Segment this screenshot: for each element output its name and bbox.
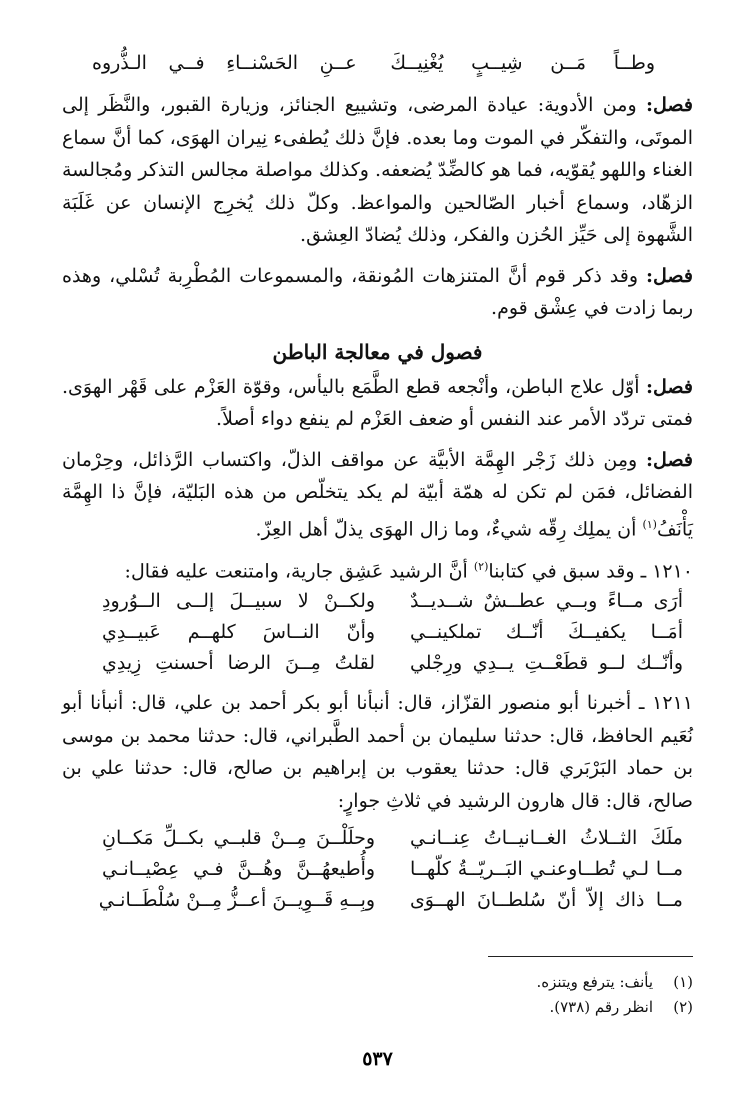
section-label: فصل: [646,264,693,287]
poem-verse [102,590,683,621]
verse-hemistich-right: مــا ذاك إلاّ أنّ سُلطــانَ الهــوَى [409,889,683,912]
paragraph-1211: ١٢١١ ـ أخبرنا أبو منصور القزّاز، قال: أنبأنا أبو بكر أحمد بن علي، قال: أنبأنا أبو نُعَيم الحافظ، قال: حدثنا سليمان بن أحمد الطَّبراني، قال: حدثنا محمد بن موسى بن حماد البَرْبَري قال: حدثنا يعقوب بن إبراهيم بن صالح، قال: حدثنا علي بن صالح، قال: قال هارون الرشيد في ثلاثِ جوارٍ: [62,692,693,812]
poem-rashid-1 [62,590,693,683]
paragraph-text: أوّل علاج الباطن، وأنْجعه قطع الطَّمَع باليأس، وقوّة العَزْم على قَهْر الهوَى. فمتى تردّد الأمر عند النفس أو ضعف العَزْم لم ينفع دواء أصلاً. [62,375,693,430]
verse-hemistich-left: وحلَلْــنَ مِــنْ قلبــي بكــلِّ مَكــانِ [102,827,376,850]
poem-verse [98,889,683,920]
footnote-number: (٢) [673,998,693,1017]
paragraph-high-resolve [62,444,693,546]
verse-hemistich-right: ملَكَ الثــلاثُ الغــانيــاتُ عِنــانـي [409,827,683,850]
verse-hemistich-right: مــا لـي تُطــاوعنـي البَــريّــةُ كلّهــا [409,858,683,881]
paragraph-1210 [62,551,693,588]
paragraph-text: وقد ذكر قوم أنَّ المتنزهات المُونقة، والمسموعات المُطْرِبة تُسْلي، وهذه ربما زادت في عِشْق قوم. [62,264,693,319]
verse-hemistich-left: وبِــهِ قَــوِيــنَ أعــزُّ مِــنْ سُلْطَــانـي [98,889,376,912]
section-label: فصل: [646,375,693,398]
footnote-divider [488,956,693,957]
section-label: فصل: [646,94,693,116]
paragraph-remedies [62,89,693,252]
footnote-text: انظر رقم (٧٣٨). [549,998,653,1017]
paragraph-text: أنَّ الرشيد عَشِق جارية، وامتنعت عليه فقال: [124,560,474,583]
footnote [62,996,693,1019]
section-heading: فصول في معالجة الباطن [272,339,483,364]
page-number: ٥٣٧ [362,1049,393,1070]
verse-hemistich-left: عــنِ الحَسْنــاءِ فــي الـذُّروه [92,52,357,74]
top-verse [62,52,693,85]
verse-hemistich-right: أمَــا يكفيــكَ أنّــك تملكينــي [409,621,683,644]
footnote-ref[interactable]: (٢) [473,560,489,574]
paragraph-text: ومن الأدوية: عيادة المرضى، وتشييع الجنائز، وزيارة القبور، والنَّظَر إلى الموتَى، والتفكّر في الموت وما بعده. فإنَّ ذلك يُطفىء نِيران الهوَى، كما أنَّ سماع الغناء واللهو يُقوّيه، فما هو كالضِّدّ يُضعفه. وكذلك مواصلة مجالس التذكر ومُجالسة الزهّاد، وسماع أخبار الصّالحين والمواعظ. وكلّ ذلك يُخرِج الإنسان عن غَلَبَة الشَّهوة إلى حَيِّز الحُزن والفكر، وذلك يُضادّ العِشق. [62,94,693,246]
verse-hemistich-left: ولكــنْ لا سبيــلَ إلــى الــوُرودِ [102,590,376,613]
verse-hemistich-right: وأنّــك لــو قطَعْــتِ يــدِي ورِجْلي [409,652,683,675]
verse-hemistich-right: وطــاً مَــن شِيــبٍ يُغْنِيــكَ [390,52,655,74]
paragraph-text: وقد سبق في كتابنا [488,560,635,583]
footnote-text: يأنف: يترفع ويتنزه. [536,973,653,992]
verse-hemistich-left: وأُطيعهُــنَّ وهُــنَّ فـي عِصْيــانـي [102,858,376,881]
poem-verse [102,858,683,889]
report-number: ١٢١٠ ـ [640,560,693,583]
poem-verse [102,621,683,652]
section-label: فصل: [646,448,694,471]
poem-verse [102,827,683,858]
footnote [62,971,693,994]
footnote-ref[interactable]: (١) [642,517,657,531]
poem-rashid-2 [62,827,693,920]
footnote-number: (١) [673,973,693,992]
verse-hemistich-right: أرَى مــاءً وبــي عطــشٌ شــديــدٌ [409,590,683,613]
paragraph-text: ومِن ذلك زَجْر الهِمَّة الأبيَّة عن مواقف الذلّ، واكتساب الرَّذائل، وحِرْمان الفضائل، فمَن لم تكن له همّة أبيّة لم يكد يتخلّص من هذه البَليّة، فإنَّ ذا الهِمَّة يَأْنَفُ [62,448,693,540]
verse-hemistich-left: وأنّ النــاسَ كلهــم عَبيــدِي [102,621,376,644]
paragraph-pleasures [62,260,693,325]
verse-hemistich-left: لقلتُ مِــنَ الرضا أحسنتِ زِيدِي [102,652,376,675]
poem-verse [102,652,683,683]
paragraph-text: أن يملِك رِقّه شيءٌ، وما زال الهوَى يذلّ أهل العِزّ. [255,517,643,540]
paragraph-inner-cure [62,371,693,436]
